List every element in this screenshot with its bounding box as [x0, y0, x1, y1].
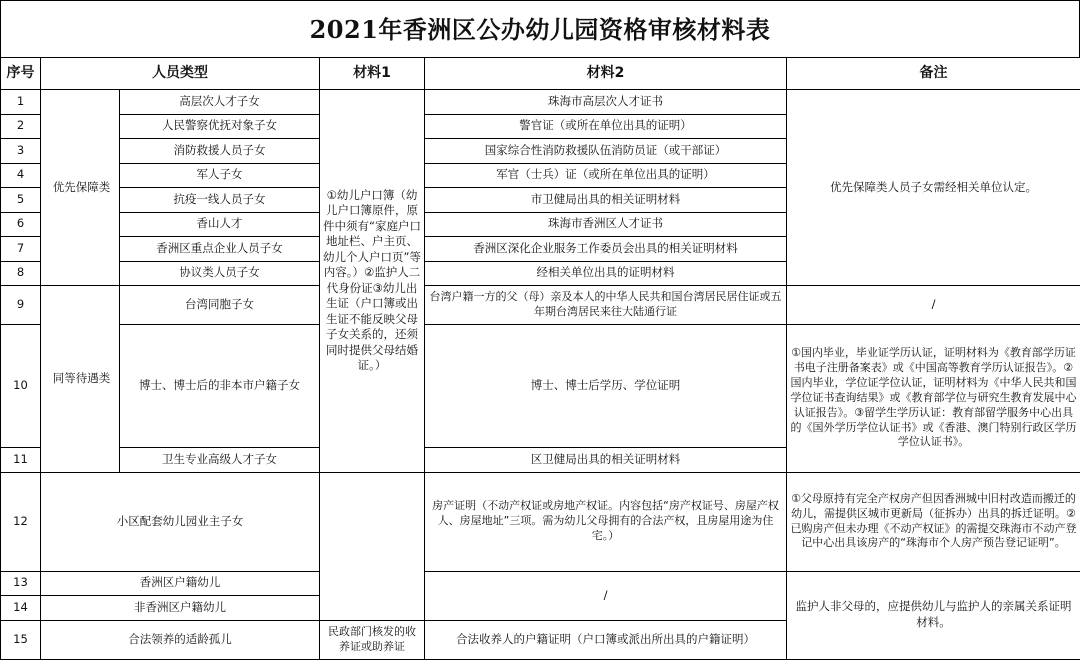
header-material2: 材料2	[425, 58, 787, 90]
note-row13-15: 监护人非父母的，应提供幼儿与监护人的亲属关系证明材料。	[787, 571, 1080, 659]
header-type: 人员类型	[41, 58, 320, 90]
row-material2: 博士、博士后学历、学位证明	[425, 325, 787, 448]
row-material2: 房产证明（不动产权证或房地产权证。内容包括“房产权证号、房屋产权人、房屋地址”三项。需为幼儿父母拥有的合法产权，且房屋用途为住宅。）	[425, 472, 787, 571]
row-material2: 国家综合性消防救援队伍消防员证（或干部证）	[425, 139, 787, 164]
row-material2: 合法收养人的户籍证明（户口簿或派出所出具的户籍证明）	[425, 620, 787, 659]
note-row10-11: ①国内毕业，毕业证学历认证，证明材料为《教育部学历证书电子注册备案表》或《中国高等教育学历认证报告》。②国内毕业，学位证学位认证，证明材料为《中华人民共和国学位证书查询结果》或《教育部学位与研究生教育发展中心认证报告》。③留学生学历认证：教育部留学服务中心出具的《国外学历学位认证书》或《香港、澳门特别行政区学历学位认证书》。	[787, 325, 1080, 473]
row-material2: 市卫健局出具的相关证明材料	[425, 188, 787, 213]
row-type: 小区配套幼儿园业主子女	[41, 472, 320, 571]
row-material1: 民政部门核发的收养证或助养证	[320, 620, 425, 659]
row-seq: 4	[1, 163, 41, 188]
row-type: 军人子女	[120, 163, 320, 188]
row-type: 协议类人员子女	[120, 261, 320, 286]
document-title: 2021年香洲区公办幼儿园资格审核材料表	[0, 0, 1080, 57]
row-type: 抗疫一线人员子女	[120, 188, 320, 213]
material1-shared: ①幼儿户口簿（幼儿户口簿原件，原件中须有“家庭户口地址栏、户主页、幼儿个人户口页”等内容。）②监护人二代身份证③幼儿出生证（户口簿或出生证不能反映父母子女关系的，还须同时提供父母结婚证。）	[320, 90, 425, 473]
row-material2: 珠海市高层次人才证书	[425, 90, 787, 115]
header-row	[1, 58, 1080, 90]
row-type: 博士、博士后的非本市户籍子女	[120, 325, 320, 448]
row-seq: 12	[1, 472, 41, 571]
table-row	[1, 571, 1080, 596]
row-type: 台湾同胞子女	[120, 286, 320, 325]
row-seq: 15	[1, 620, 41, 659]
row-material2: 台湾户籍一方的父（母）亲及本人的中华人民共和国台湾居民居住证或五年期台湾居民来往大陆通行证	[425, 286, 787, 325]
row-material2: 军官（士兵）证（或所在单位出具的证明）	[425, 163, 787, 188]
row-seq: 3	[1, 139, 41, 164]
row-type: 非香洲区户籍幼儿	[41, 596, 320, 621]
row-type: 卫生专业高级人才子女	[120, 448, 320, 473]
row-material2: 珠海市香洲区人才证书	[425, 212, 787, 237]
row-seq: 14	[1, 596, 41, 621]
row-material2: 区卫健局出具的相关证明材料	[425, 448, 787, 473]
row-seq: 10	[1, 325, 41, 448]
note-row9: /	[787, 286, 1080, 325]
header-seq: 序号	[1, 58, 41, 90]
table-row	[1, 90, 1080, 115]
note-priority: 优先保障类人员子女需经相关单位认定。	[787, 90, 1080, 286]
row-seq: 1	[1, 90, 41, 115]
row-type: 香洲区重点企业人员子女	[120, 237, 320, 262]
row-seq: 2	[1, 114, 41, 139]
table-row	[1, 472, 1080, 571]
category-priority: 优先保障类	[41, 90, 120, 286]
row-type: 合法领养的适龄孤儿	[41, 620, 320, 659]
row-material2: 香洲区深化企业服务工作委员会出具的相关证明材料	[425, 237, 787, 262]
row-seq: 8	[1, 261, 41, 286]
row-seq: 7	[1, 237, 41, 262]
table-row	[1, 286, 1080, 325]
row-material2: 警官证（或所在单位出具的证明）	[425, 114, 787, 139]
row-material2-slash: /	[425, 571, 787, 620]
materials-table	[0, 57, 1080, 660]
row-type: 高层次人才子女	[120, 90, 320, 115]
row-type: 消防救援人员子女	[120, 139, 320, 164]
row-seq: 13	[1, 571, 41, 596]
table-row	[1, 325, 1080, 448]
row-material1-empty	[320, 472, 425, 620]
row-type: 香山人才	[120, 212, 320, 237]
row-seq: 6	[1, 212, 41, 237]
category-equal: 同等待遇类	[41, 286, 120, 473]
row-seq: 5	[1, 188, 41, 213]
row-material2: 经相关单位出具的证明材料	[425, 261, 787, 286]
note-row12: ①父母原持有完全产权房产但因香洲城中旧村改造而搬迁的幼儿，需提供区城市更新局（征拆办）出具的拆迁证明。②已购房产但未办理《不动产权证》的需提交珠海市不动产登记中心出具该房产的“珠海市个人房产预告登记证明”。	[787, 472, 1080, 571]
header-material1: 材料1	[320, 58, 425, 90]
row-type: 香洲区户籍幼儿	[41, 571, 320, 596]
row-seq: 9	[1, 286, 41, 325]
row-seq: 11	[1, 448, 41, 473]
header-note: 备注	[787, 58, 1080, 90]
row-type: 人民警察优抚对象子女	[120, 114, 320, 139]
